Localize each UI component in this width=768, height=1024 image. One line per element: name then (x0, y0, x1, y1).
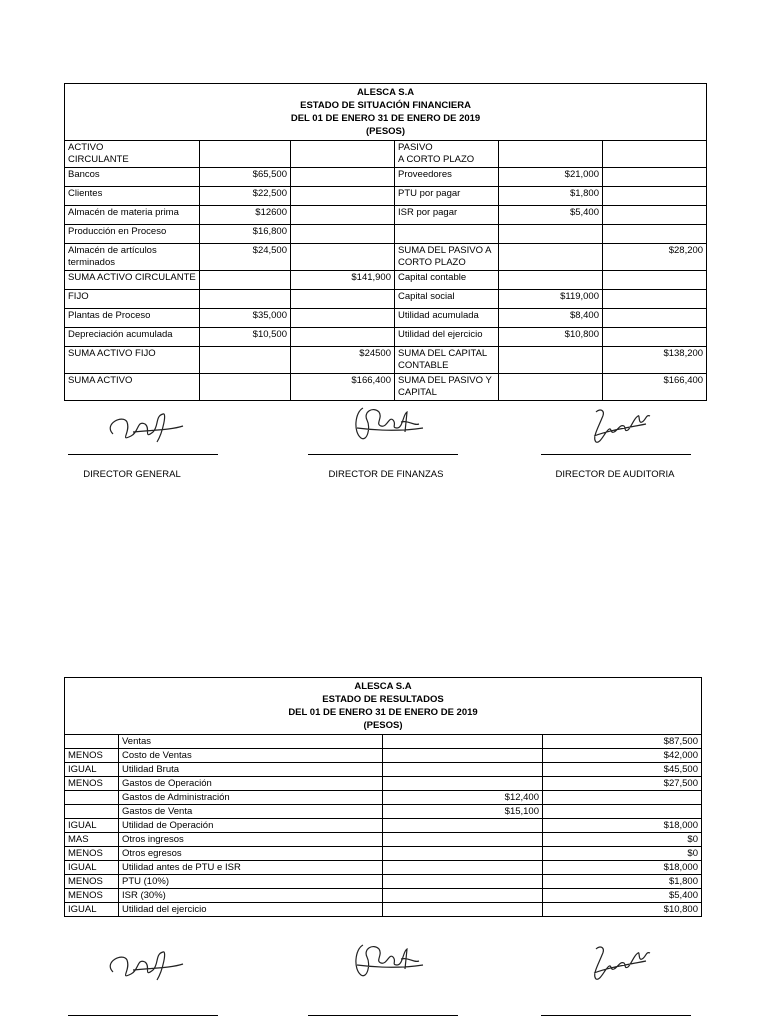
balance-sheet-table (64, 83, 707, 401)
signature-line-2 (308, 454, 458, 455)
balance-cell: $8,400 (499, 309, 603, 328)
income-cell: MENOS (65, 777, 119, 791)
balance-cell (291, 290, 395, 309)
balance-cell: $35,000 (200, 309, 291, 328)
label-director-auditoria: DIRECTOR DE AUDITORIA (555, 469, 675, 480)
income-row (65, 889, 702, 903)
signature-bottom-1 (68, 940, 218, 990)
income-cell: $12,400 (383, 791, 543, 805)
income-cell (65, 805, 119, 819)
income-cell: Utilidad Bruta (119, 763, 383, 777)
income-statement-currency: (PESOS) (363, 720, 403, 731)
balance-cell (395, 225, 499, 244)
balance-cell: $141,900 (291, 271, 395, 290)
income-cell: Utilidad antes de PTU e ISR (119, 861, 383, 875)
balance-cell (200, 347, 291, 374)
income-cell: MENOS (65, 875, 119, 889)
balance-row (65, 141, 707, 168)
balance-row (65, 271, 707, 290)
balance-cell: $28,200 (603, 244, 707, 271)
balance-cell (603, 309, 707, 328)
signature-line-1 (68, 454, 218, 455)
signature-scribble-5 (333, 935, 433, 985)
balance-row (65, 374, 707, 401)
balance-cell (200, 141, 291, 168)
balance-cell: PTU por pagar (395, 187, 499, 206)
income-cell: $27,500 (543, 777, 702, 791)
signature-bottom-3 (541, 937, 691, 987)
balance-cell: Bancos (65, 168, 200, 187)
balance-cell: $21,000 (499, 168, 603, 187)
balance-cell: SUMA ACTIVO FIJO (65, 347, 200, 374)
income-cell (383, 875, 543, 889)
company-name: ALESCA S.A (356, 87, 415, 98)
signature-scribble-2 (333, 398, 433, 448)
balance-row (65, 290, 707, 309)
income-statement-period: DEL 01 DE ENERO 31 DE ENERO DE 2019 (288, 707, 478, 718)
balance-cell: SUMA ACTIVO (65, 374, 200, 401)
income-row (65, 847, 702, 861)
signature-bottom-line-3 (541, 1015, 691, 1016)
income-cell: IGUAL (65, 819, 119, 833)
signature-bottom-line-1 (68, 1015, 218, 1016)
balance-header (65, 84, 707, 141)
income-row (65, 875, 702, 889)
label-director-general: DIRECTOR GENERAL (83, 469, 181, 480)
balance-row (65, 347, 707, 374)
balance-cell (603, 168, 707, 187)
income-cell (383, 763, 543, 777)
balance-cell: $10,800 (499, 328, 603, 347)
balance-cell (291, 168, 395, 187)
balance-row (65, 168, 707, 187)
income-cell (543, 805, 702, 819)
balance-cell (499, 225, 603, 244)
balance-cell (499, 141, 603, 168)
balance-cell: $12600 (200, 206, 291, 225)
income-cell: Gastos de Operación (119, 777, 383, 791)
income-cell: Otros ingresos (119, 833, 383, 847)
balance-cell: SUMA ACTIVO CIRCULANTE (65, 271, 200, 290)
balance-row (65, 206, 707, 225)
income-cell: $0 (543, 847, 702, 861)
balance-cell: $24,500 (200, 244, 291, 271)
income-row (65, 861, 702, 875)
balance-cell: Almacén de materia prima (65, 206, 200, 225)
income-cell: IGUAL (65, 763, 119, 777)
balance-cell: Clientes (65, 187, 200, 206)
signature-director-finanzas (308, 398, 458, 448)
balance-cell: $5,400 (499, 206, 603, 225)
income-statement-title: ESTADO DE RESULTADOS (322, 694, 444, 705)
balance-row (65, 225, 707, 244)
balance-cell (499, 374, 603, 401)
income-cell: $18,000 (543, 819, 702, 833)
income-cell: $1,800 (543, 875, 702, 889)
income-row (65, 833, 702, 847)
balance-row (65, 309, 707, 328)
balance-cell: $16,800 (200, 225, 291, 244)
income-row (65, 819, 702, 833)
income-row (65, 903, 702, 917)
balance-cell: Capital contable (395, 271, 499, 290)
balance-cell: FIJO (65, 290, 200, 309)
income-cell: MAS (65, 833, 119, 847)
income-cell: $45,500 (543, 763, 702, 777)
income-row (65, 735, 702, 749)
income-cell (383, 847, 543, 861)
balance-cell (499, 347, 603, 374)
income-cell: Utilidad del ejercicio (119, 903, 383, 917)
balance-cell: $166,400 (603, 374, 707, 401)
income-cell: $42,000 (543, 749, 702, 763)
signature-bottom-2 (308, 935, 458, 985)
balance-cell: Capital social (395, 290, 499, 309)
income-row (65, 777, 702, 791)
balance-row (65, 244, 707, 271)
balance-cell (200, 374, 291, 401)
balance-cell (291, 244, 395, 271)
statement-period: DEL 01 DE ENERO 31 DE ENERO DE 2019 (290, 113, 481, 124)
balance-cell: SUMA DEL PASIVO A CORTO PLAZO (395, 244, 499, 271)
signature-scribble-1 (93, 402, 193, 452)
income-cell: $0 (543, 833, 702, 847)
income-cell: Gastos de Venta (119, 805, 383, 819)
balance-cell: $138,200 (603, 347, 707, 374)
income-cell: MENOS (65, 889, 119, 903)
balance-cell (603, 206, 707, 225)
income-cell: Utilidad de Operación (119, 819, 383, 833)
statement-title: ESTADO DE SITUACIÓN FINANCIERA (300, 100, 471, 111)
signature-scribble-4 (93, 940, 193, 990)
balance-cell (603, 187, 707, 206)
income-cell: IGUAL (65, 903, 119, 917)
balance-cell: ISR por pagar (395, 206, 499, 225)
income-cell: $5,400 (543, 889, 702, 903)
balance-cell (603, 271, 707, 290)
balance-cell (291, 141, 395, 168)
income-statement-table (64, 677, 702, 917)
balance-cell: $1,800 (499, 187, 603, 206)
income-cell: MENOS (65, 749, 119, 763)
income-cell: $10,800 (543, 903, 702, 917)
income-row (65, 749, 702, 763)
balance-cell: Plantas de Proceso (65, 309, 200, 328)
balance-cell: $166,400 (291, 374, 395, 401)
balance-cell (291, 309, 395, 328)
income-cell: $87,500 (543, 735, 702, 749)
balance-cell (291, 187, 395, 206)
signature-director-auditoria (541, 400, 691, 450)
balance-cell: SUMA DEL PASIVO Y CAPITAL (395, 374, 499, 401)
income-cell: ISR (30%) (119, 889, 383, 903)
income-cell (65, 791, 119, 805)
income-header (65, 678, 702, 735)
income-cell (383, 735, 543, 749)
income-cell: $15,100 (383, 805, 543, 819)
signature-director-general (68, 402, 218, 452)
income-cell (65, 735, 119, 749)
statement-currency: (PESOS) (366, 126, 406, 137)
balance-cell (603, 141, 707, 168)
balance-cell (499, 244, 603, 271)
balance-cell: Utilidad del ejercicio (395, 328, 499, 347)
income-cell (543, 791, 702, 805)
balance-cell (291, 328, 395, 347)
balance-row (65, 187, 707, 206)
balance-cell: PASIVO A CORTO PLAZO (395, 141, 499, 168)
balance-cell (603, 328, 707, 347)
balance-cell (200, 290, 291, 309)
income-cell (383, 749, 543, 763)
income-cell (383, 861, 543, 875)
income-row (65, 805, 702, 819)
income-company-name: ALESCA S.A (354, 681, 412, 692)
balance-cell: SUMA DEL CAPITAL CONTABLE (395, 347, 499, 374)
signature-bottom-line-2 (308, 1015, 458, 1016)
balance-cell: Producción en Proceso (65, 225, 200, 244)
income-cell: Gastos de Administración (119, 791, 383, 805)
income-cell (383, 889, 543, 903)
income-row (65, 763, 702, 777)
income-cell: IGUAL (65, 861, 119, 875)
income-cell: Costo de Ventas (119, 749, 383, 763)
income-row (65, 791, 702, 805)
balance-cell (603, 225, 707, 244)
balance-cell (291, 206, 395, 225)
income-cell: Otros egresos (119, 847, 383, 861)
balance-cell (499, 271, 603, 290)
income-cell (383, 833, 543, 847)
balance-cell: ACTIVO CIRCULANTE (65, 141, 200, 168)
balance-cell: Proveedores (395, 168, 499, 187)
income-cell: Ventas (119, 735, 383, 749)
income-cell: MENOS (65, 847, 119, 861)
balance-cell: Utilidad acumulada (395, 309, 499, 328)
balance-cell: $65,500 (200, 168, 291, 187)
income-cell (383, 819, 543, 833)
balance-cell: $22,500 (200, 187, 291, 206)
income-cell (383, 777, 543, 791)
income-cell (383, 903, 543, 917)
balance-cell (200, 271, 291, 290)
balance-cell (291, 225, 395, 244)
signature-scribble-3 (566, 400, 666, 450)
balance-cell: $119,000 (499, 290, 603, 309)
balance-row (65, 328, 707, 347)
balance-cell (603, 290, 707, 309)
balance-cell: Depreciación acumulada (65, 328, 200, 347)
balance-cell: $24500 (291, 347, 395, 374)
balance-cell: Almacén de artículos terminados (65, 244, 200, 271)
balance-cell: $10,500 (200, 328, 291, 347)
signature-line-3 (541, 454, 691, 455)
income-cell: $18,000 (543, 861, 702, 875)
income-cell: PTU (10%) (119, 875, 383, 889)
signature-scribble-6 (566, 937, 666, 987)
label-director-finanzas: DIRECTOR DE FINANZAS (328, 469, 444, 480)
